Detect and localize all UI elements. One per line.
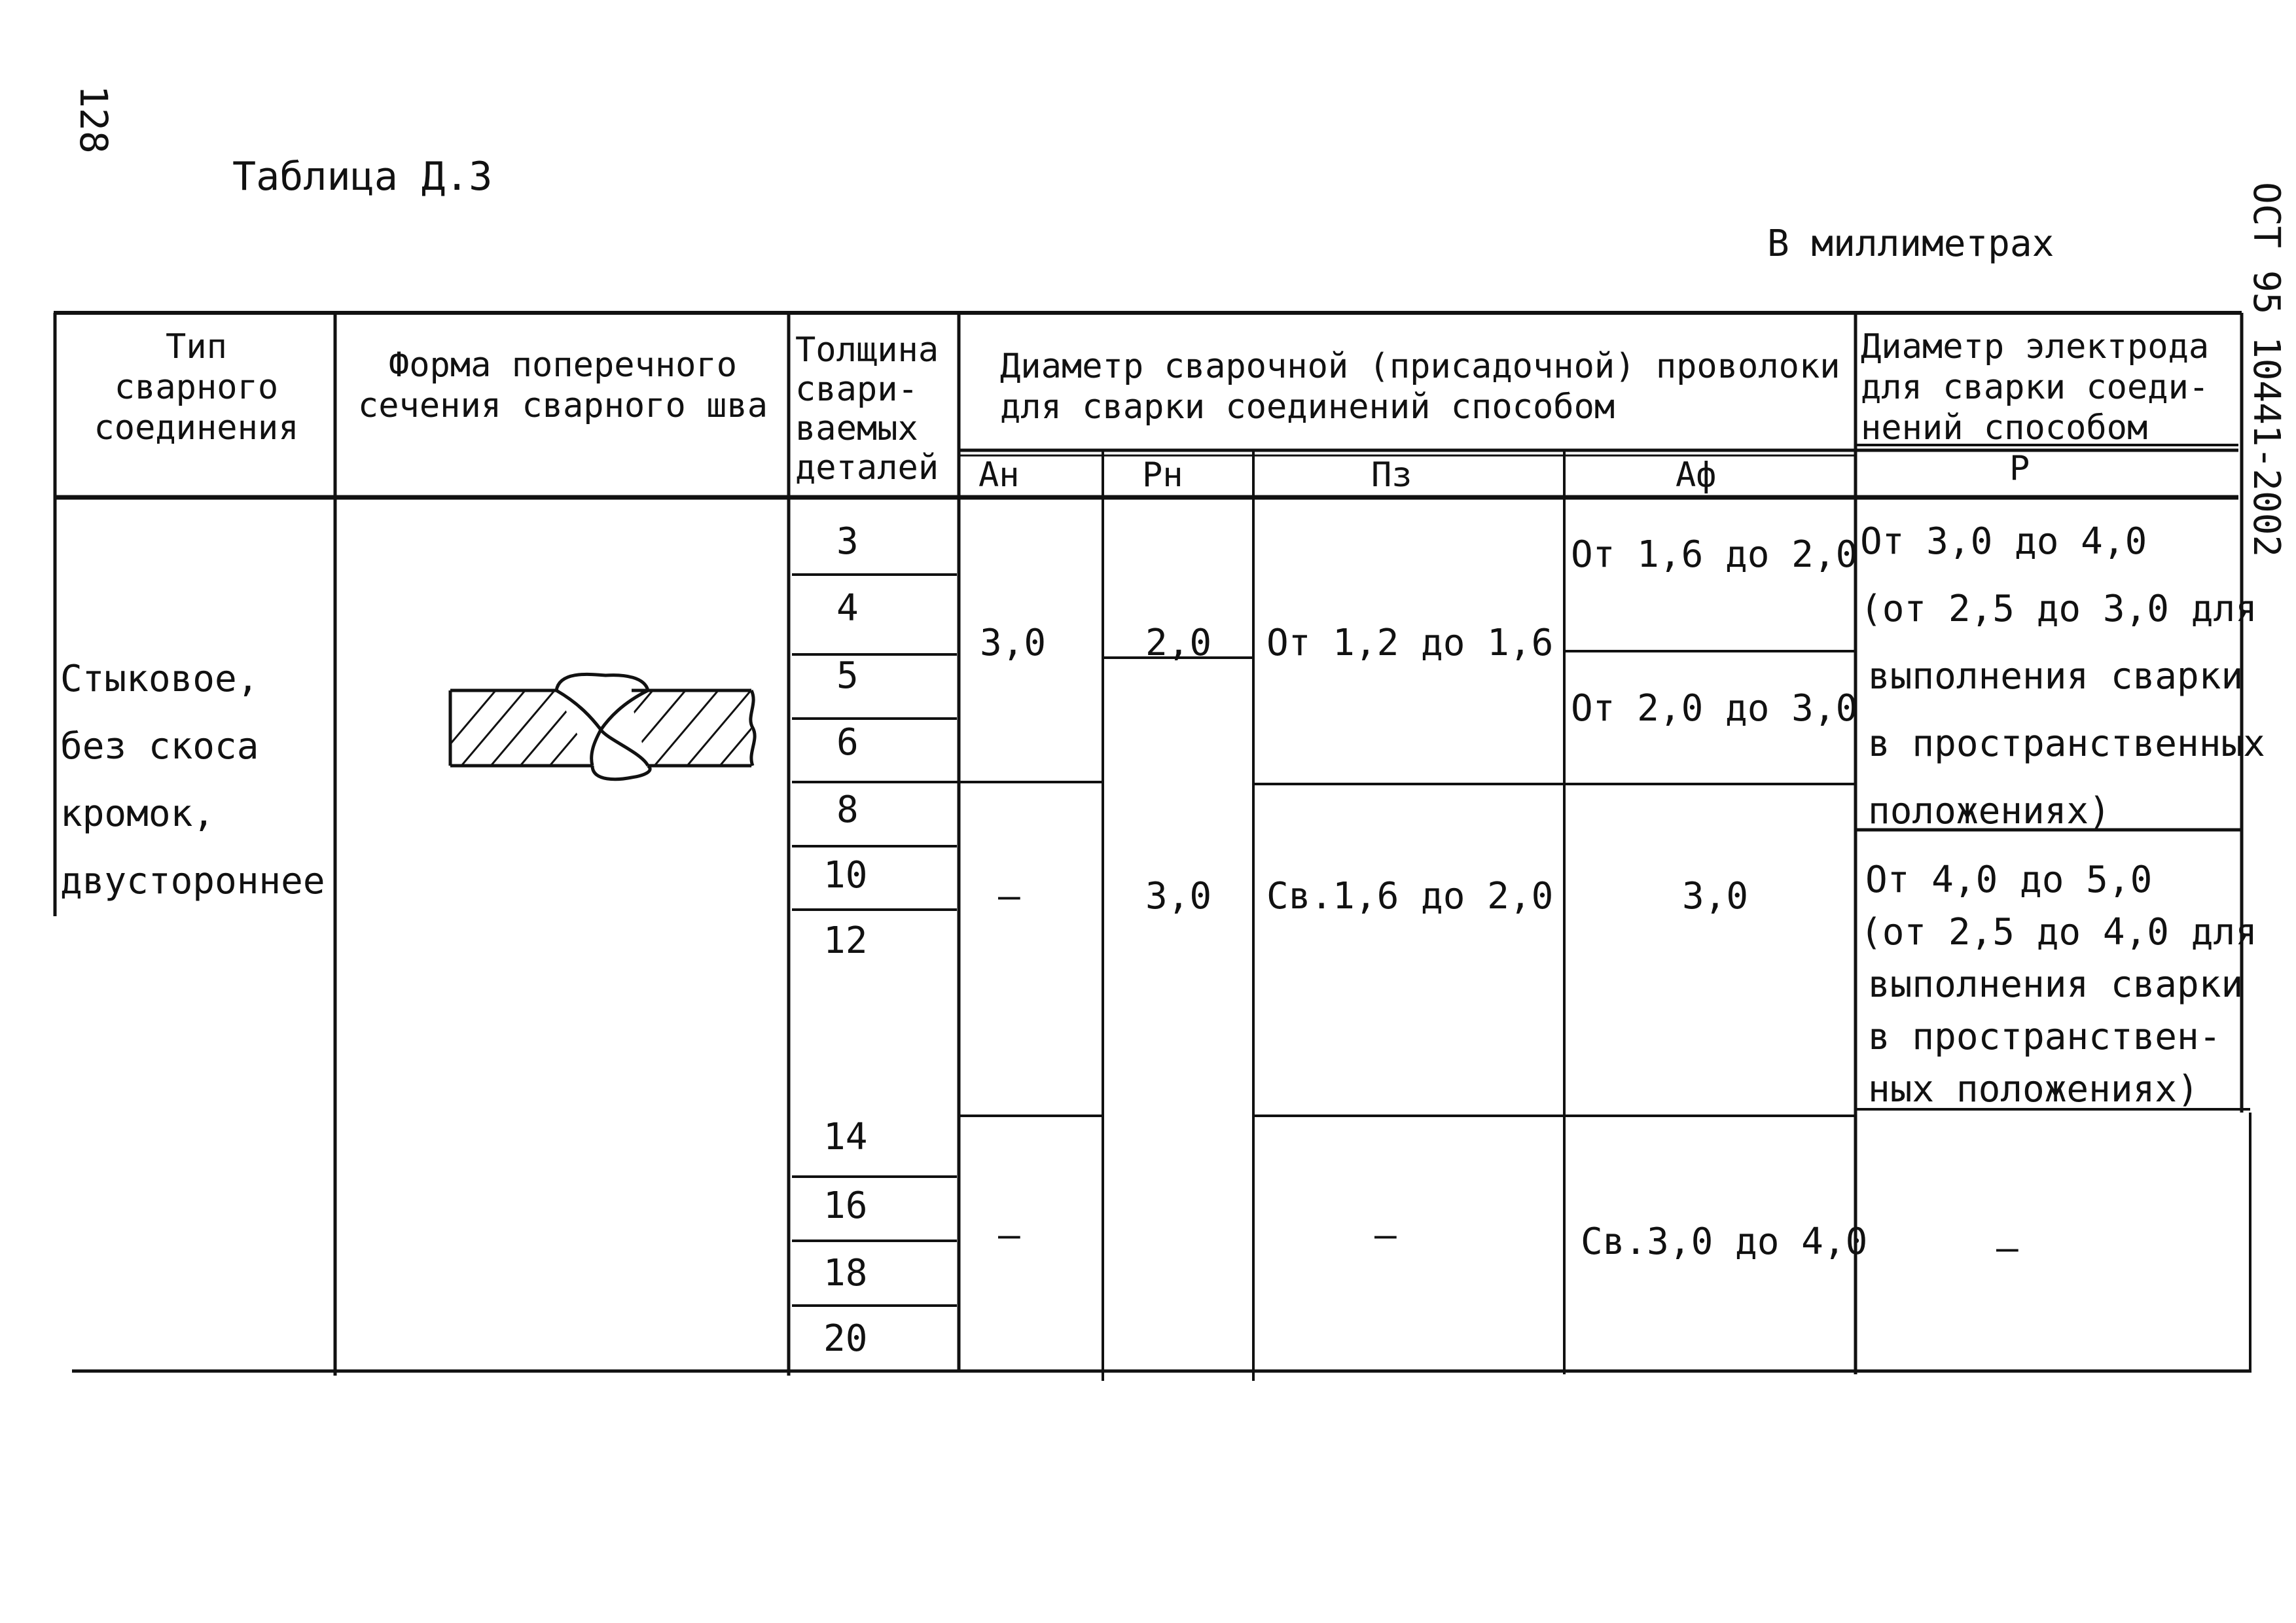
thickness-value: 3: [836, 520, 859, 563]
g2-pz-value: Св.1,6 до 2,0: [1266, 875, 1554, 918]
header-wire-diameter-line: для сварки соединений способом: [1000, 387, 1615, 427]
header-joint-type-line: Тип: [166, 327, 227, 366]
g1-af-upper-value: От 1,6 до 2,0: [1571, 533, 1858, 576]
weld-cross-section-drawing: [432, 674, 792, 779]
g1-r-value: [1860, 520, 2265, 832]
header-thickness-line: деталей: [795, 448, 939, 488]
method-an-header: Ан: [978, 455, 1020, 495]
g3-an-value: –: [998, 1214, 1020, 1257]
g2-r-value: [1860, 859, 2257, 1111]
joint-type-line: без скоса: [60, 725, 259, 768]
g2-rn-value: 3,0: [1145, 875, 1212, 918]
joint-type-line: Стыковое,: [60, 658, 259, 700]
g2-r-line: в пространствен-: [1868, 1016, 2221, 1058]
header-wire-diameter: [1000, 347, 1851, 427]
g1-r-line: От 3,0 до 4,0: [1860, 520, 2147, 563]
thickness-value: 4: [836, 587, 859, 630]
method-r-header: Р: [2009, 449, 2030, 488]
thickness-value: 14: [823, 1116, 868, 1158]
method-rn-header: Рн: [1142, 455, 1183, 495]
thickness-value: 5: [836, 654, 859, 697]
thickness-value: 16: [823, 1185, 868, 1227]
g3-r-value: –: [1996, 1227, 2018, 1270]
header-cross-section-line: Форма поперечного: [388, 346, 738, 385]
joint-type-description: [60, 658, 325, 902]
g1-an-value: 3,0: [980, 622, 1047, 664]
header-electrode-diameter-line: для сварки соеди-: [1861, 368, 2210, 407]
g1-r-line: выполнения сварки: [1868, 655, 2244, 698]
method-af-header: Аф: [1676, 455, 1717, 495]
g2-r-line: От 4,0 до 5,0: [1865, 859, 2153, 901]
header-joint-type-line: соединения: [94, 408, 299, 448]
g1-af-lower-value: От 2,0 до 3,0: [1571, 687, 1858, 730]
header-thickness-line: ваемых: [795, 409, 918, 448]
thickness-value: 10: [823, 854, 868, 897]
method-pz-header: Пз: [1371, 455, 1412, 495]
g2-r-line: (от 2,5 до 4,0 для: [1860, 911, 2257, 954]
thickness-value: 6: [836, 721, 859, 764]
thickness-value: 12: [823, 919, 868, 962]
header-thickness-line: свари-: [795, 370, 918, 409]
g2-an-value: –: [998, 875, 1020, 918]
header-electrode-diameter: [1861, 327, 2247, 448]
header-joint-type: [62, 327, 331, 448]
g2-r-line: ных положениях): [1868, 1068, 2199, 1111]
thickness-value: 8: [836, 789, 859, 831]
g1-rn-value: 2,0: [1145, 622, 1212, 664]
header-electrode-diameter-line: нений способом: [1861, 408, 2148, 448]
g2-af-value: 3,0: [1682, 875, 1749, 918]
joint-type-line: двустороннее: [60, 860, 325, 902]
g3-af-value: Св.3,0 до 4,0: [1581, 1221, 1868, 1263]
thickness-value: 20: [823, 1317, 868, 1360]
header-cross-section: [340, 346, 785, 425]
g1-pz-value: От 1,2 до 1,6: [1266, 622, 1554, 664]
joint-type-line: кромок,: [60, 793, 215, 835]
header-electrode-diameter-line: Диаметр электрода: [1861, 327, 2210, 366]
units-label: В миллиметрах: [1767, 223, 2054, 265]
header-joint-type-line: сварного: [114, 368, 279, 407]
thickness-value: 18: [823, 1252, 868, 1294]
g1-r-line: в пространственных: [1868, 722, 2265, 765]
header-cross-section-line: сечения сварного шва: [357, 386, 768, 425]
g2-r-line: выполнения сварки: [1868, 963, 2244, 1006]
header-thickness-line: Толщина: [795, 330, 939, 370]
g1-r-line: (от 2,5 до 3,0 для: [1860, 588, 2257, 630]
table-title: Таблица Д.3: [232, 154, 493, 200]
g3-pz-value: –: [1374, 1214, 1397, 1257]
g1-r-line: положениях): [1868, 790, 2111, 832]
page-number: 128: [71, 85, 116, 154]
standard-code: ОСТ 95 10441-2002: [2245, 182, 2287, 558]
header-thickness: [795, 330, 959, 488]
header-wire-diameter-line: Диаметр сварочной (присадочной) проволоки: [1000, 347, 1840, 386]
